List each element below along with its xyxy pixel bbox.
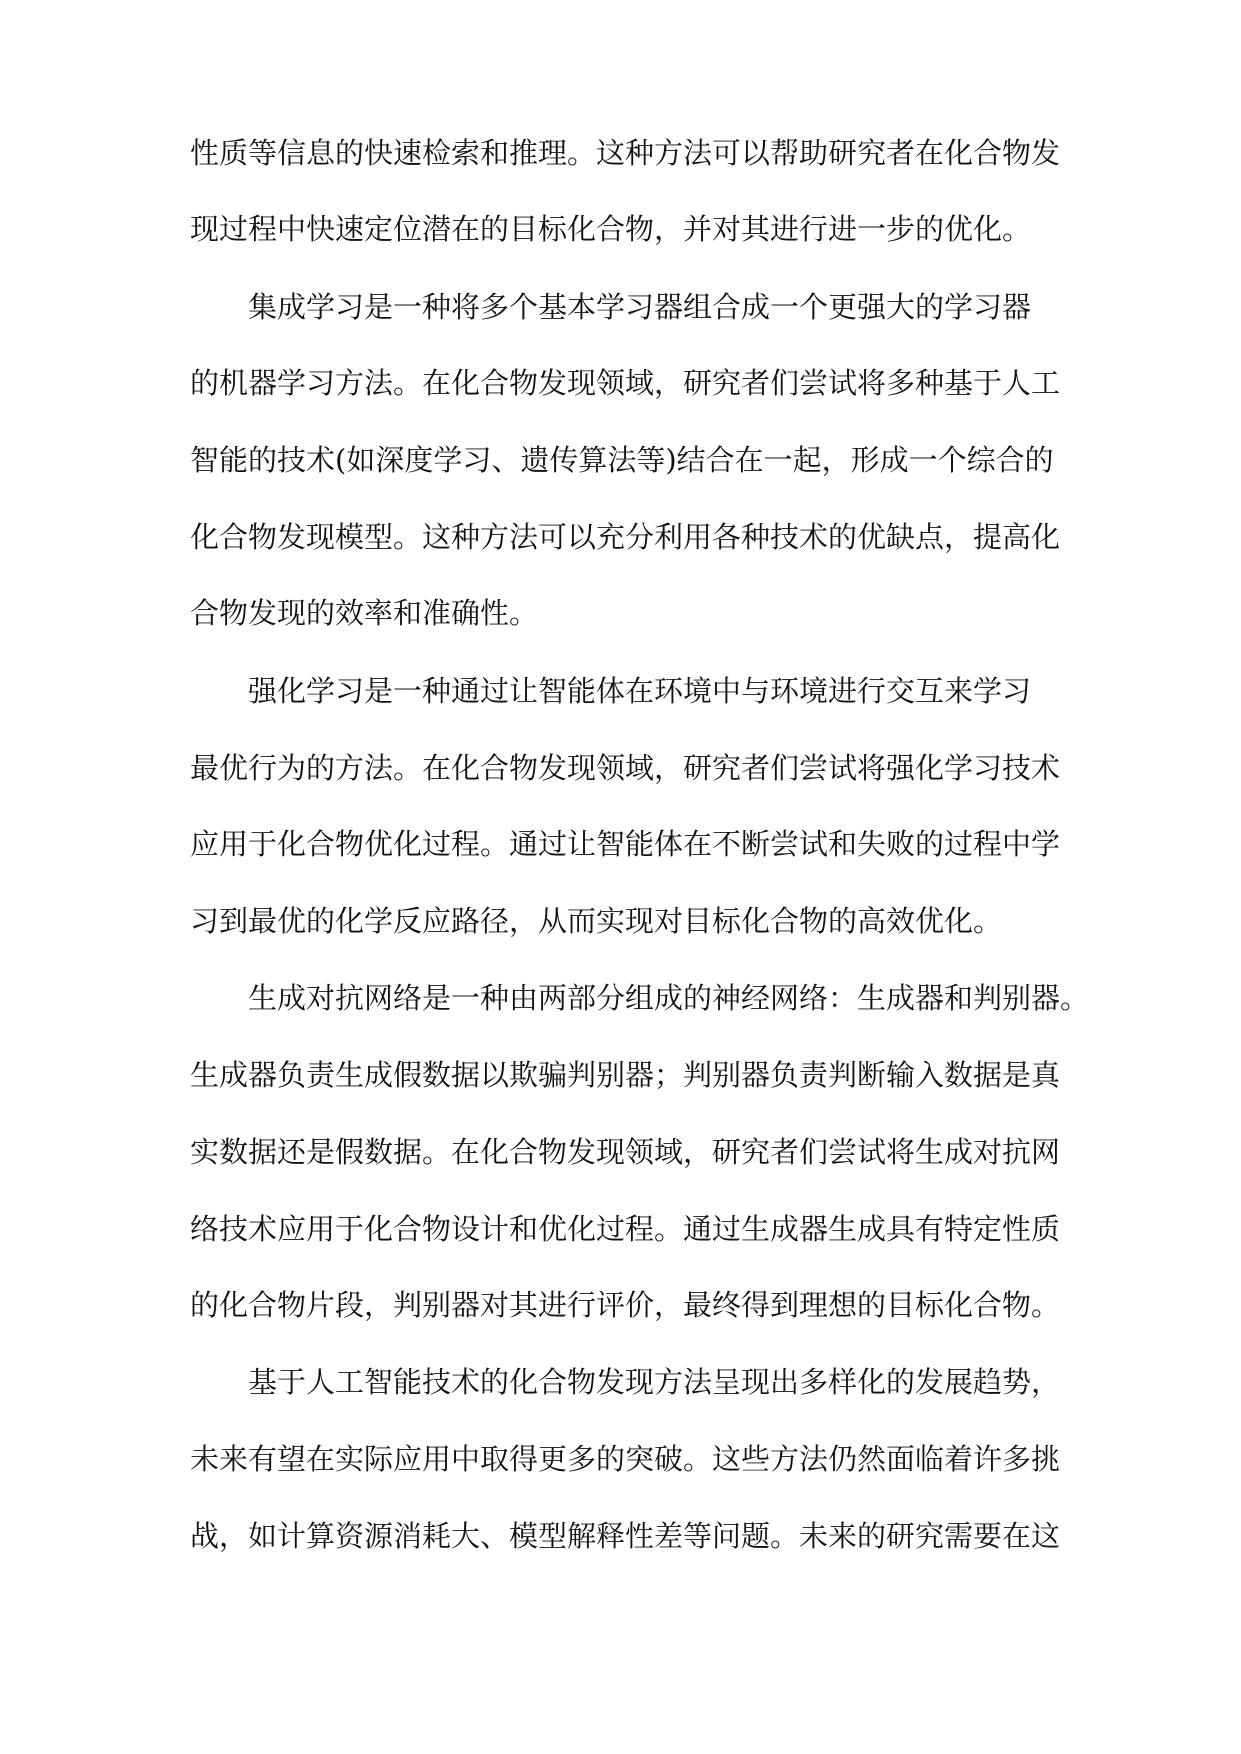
text-line: 的化合物片段，判别器对其进行评价，最终得到理想的目标化合物。 xyxy=(190,1288,1061,1322)
text-line: 的机器学习方法。在化合物发现领域，研究者们尝试将多种基于人工 xyxy=(190,366,1061,400)
text-line: 智能的技术(如深度学习、遗传算法等)结合在一起，形成一个综合的 xyxy=(190,443,1054,477)
text-line: 合物发现的效率和准确性。 xyxy=(190,596,539,630)
text-line: 实数据还是假数据。在化合物发现领域，研究者们尝试将生成对抗网 xyxy=(190,1135,1061,1169)
text-line: 未来有望在实际应用中取得更多的突破。这些方法仍然面临着许多挑 xyxy=(190,1442,1061,1476)
text-line: 战，如计算资源消耗大、模型解释性差等问题。未来的研究需要在这 xyxy=(190,1519,1061,1553)
text-line: 习到最优的化学反应路径，从而实现对目标化合物的高效优化。 xyxy=(190,904,1003,938)
paragraph-start-line: 集成学习是一种将多个基本学习器组合成一个更强大的学习器 xyxy=(248,290,1032,324)
text-line: 络技术应用于化合物设计和优化过程。通过生成器生成具有特定性质 xyxy=(190,1212,1061,1246)
text-line: 现过程中快速定位潜在的目标化合物，并对其进行进一步的优化。 xyxy=(190,212,1032,246)
paragraph-start-line: 基于人工智能技术的化合物发现方法呈现出多样化的发展趋势， xyxy=(248,1365,1061,1399)
text-line: 化合物发现模型。这种方法可以充分利用各种技术的优缺点，提高化 xyxy=(190,520,1061,554)
text-line: 最优行为的方法。在化合物发现领域，研究者们尝试将强化学习技术 xyxy=(190,751,1061,785)
paragraph-start-line: 生成对抗网络是一种由两部分组成的神经网络：生成器和判别器。 xyxy=(248,981,1090,1015)
paragraph-start-line: 强化学习是一种通过让智能体在环境中与环境进行交互来学习 xyxy=(248,674,1032,708)
text-line: 应用于化合物优化过程。通过让智能体在不断尝试和失败的过程中学 xyxy=(190,827,1061,861)
text-line: 生成器负责生成假数据以欺骗判别器；判别器负责判断输入数据是真 xyxy=(190,1058,1061,1092)
text-line: 性质等信息的快速检索和推理。这种方法可以帮助研究者在化合物发 xyxy=(190,136,1061,170)
